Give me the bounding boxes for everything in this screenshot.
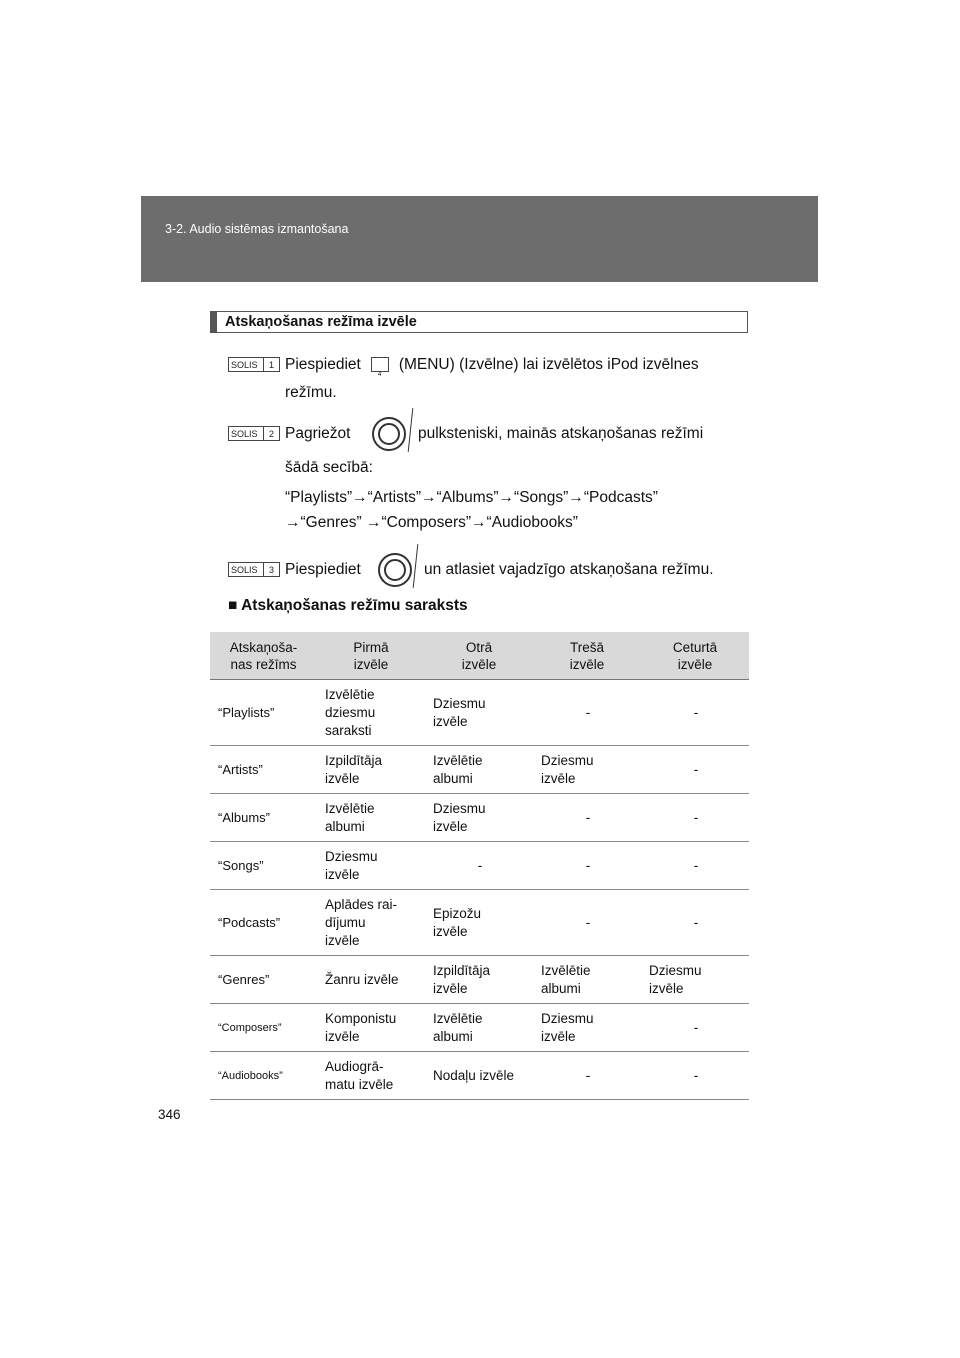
table-cell: -	[533, 680, 641, 746]
table-row	[210, 794, 749, 842]
table-row	[210, 680, 749, 746]
table-cell: -	[641, 842, 749, 890]
table-cell: “Composers”	[210, 1004, 317, 1052]
table-cell: “Genres”	[210, 956, 317, 1004]
table-cell: Dziesmu izvēle	[425, 794, 533, 842]
step-3-text-before: Piespiediet	[285, 561, 361, 578]
section-title-box	[210, 311, 748, 333]
table-cell: -	[641, 680, 749, 746]
table-row	[210, 1004, 749, 1052]
table-body	[210, 680, 749, 1100]
table-cell: Izvēlētie albumi	[425, 1004, 533, 1052]
table-cell: Komponistu izvēle	[317, 1004, 425, 1052]
table-row	[210, 1052, 749, 1100]
table-cell: Epizožu izvēle	[425, 890, 533, 956]
page-number: 346	[158, 1107, 181, 1122]
menu-button-icon: 4	[371, 357, 389, 372]
step-1-line-2: režīmu.	[285, 384, 337, 401]
step-badge: SOLIS 2	[228, 426, 280, 441]
table-cell: Izvēlētie albumi	[317, 794, 425, 842]
table-cell: -	[641, 1004, 749, 1052]
table-cell: -	[533, 842, 641, 890]
table-cell: -	[641, 794, 749, 842]
table-cell: “Audiobooks”	[210, 1052, 317, 1100]
table-cell: Aplādes rai- dījumu izvēle	[317, 890, 425, 956]
chapter-header	[141, 196, 818, 282]
table-cell: -	[641, 890, 749, 956]
knob-indicator-line	[408, 408, 414, 452]
table-cell: Dziesmu izvēle	[533, 746, 641, 794]
table-header-cell: Otrā izvēle	[425, 632, 533, 680]
table-cell: Izvēlētie albumi	[425, 746, 533, 794]
table-cell: “Artists”	[210, 746, 317, 794]
tune-knob-icon	[378, 553, 412, 587]
step-1	[228, 351, 699, 401]
chapter-title: 3-2. Audio sistēmas izmantošana	[165, 222, 349, 236]
mode-sequence-line-2: →“Genres” →“Composers”→“Audiobooks”	[285, 514, 578, 531]
step-3	[228, 556, 714, 584]
table-header-cell: Pirmā izvēle	[317, 632, 425, 680]
table-cell: Audiogrā- matu izvēle	[317, 1052, 425, 1100]
table-cell: -	[425, 842, 533, 890]
table-cell: Žanru izvēle	[317, 956, 425, 1004]
table-cell: -	[533, 890, 641, 956]
step-2	[228, 420, 704, 531]
mode-sequence-line-1: “Playlists”→“Artists”→“Albums”→“Songs”→“Podcasts”	[285, 489, 658, 506]
table-cell: “Albums”	[210, 794, 317, 842]
step-badge: SOLIS 1	[228, 357, 280, 372]
table-cell: -	[533, 1052, 641, 1100]
table-header-cell: Ceturtā izvēle	[641, 632, 749, 680]
table-header-cell: Trešā izvēle	[533, 632, 641, 680]
table-cell: “Songs”	[210, 842, 317, 890]
table-row	[210, 890, 749, 956]
table-cell: Dziesmu izvēle	[641, 956, 749, 1004]
table-cell: -	[533, 794, 641, 842]
table-cell: “Playlists”	[210, 680, 317, 746]
table-cell: -	[641, 1052, 749, 1100]
step-1-line-1: Piespiediet 4 (MENU) (Izvēlne) lai izvēlētos iPod izvēlnes	[285, 356, 699, 379]
step-2-text-after: pulksteniski, mainās atskaņošanas režīmi	[418, 425, 704, 442]
step-badge: SOLIS 3	[228, 562, 280, 577]
table-header-cell: Atskaņoša- nas režīms	[210, 632, 317, 680]
list-heading: ■ Atskaņošanas režīmu saraksts	[228, 597, 468, 614]
step-2-text-before: Pagriežot	[285, 425, 351, 442]
table-row	[210, 746, 749, 794]
table-cell: “Podcasts”	[210, 890, 317, 956]
table-cell: Dziesmu izvēle	[425, 680, 533, 746]
table-cell: Izvēlētie albumi	[533, 956, 641, 1004]
table-cell: Dziesmu izvēle	[317, 842, 425, 890]
step-2-line-2: šādā secībā:	[285, 459, 373, 476]
table-row	[210, 956, 749, 1004]
playback-modes-table	[210, 632, 749, 1100]
table-cell: Nodaļu izvēle	[425, 1052, 533, 1100]
knob-indicator-line	[413, 544, 419, 588]
table-cell: Izpildītāja izvēle	[317, 746, 425, 794]
table-row	[210, 842, 749, 890]
table-header-row	[210, 632, 749, 680]
step-3-text-after: un atlasiet vajadzīgo atskaņošana režīmu.	[424, 561, 714, 578]
table-cell: -	[641, 746, 749, 794]
table-cell: Izvēlētie dziesmu saraksti	[317, 680, 425, 746]
section-title: Atskaņošanas režīma izvēle	[225, 314, 417, 330]
tune-knob-icon	[372, 417, 406, 451]
table-cell: Dziesmu izvēle	[533, 1004, 641, 1052]
table-cell: Izpildītāja izvēle	[425, 956, 533, 1004]
